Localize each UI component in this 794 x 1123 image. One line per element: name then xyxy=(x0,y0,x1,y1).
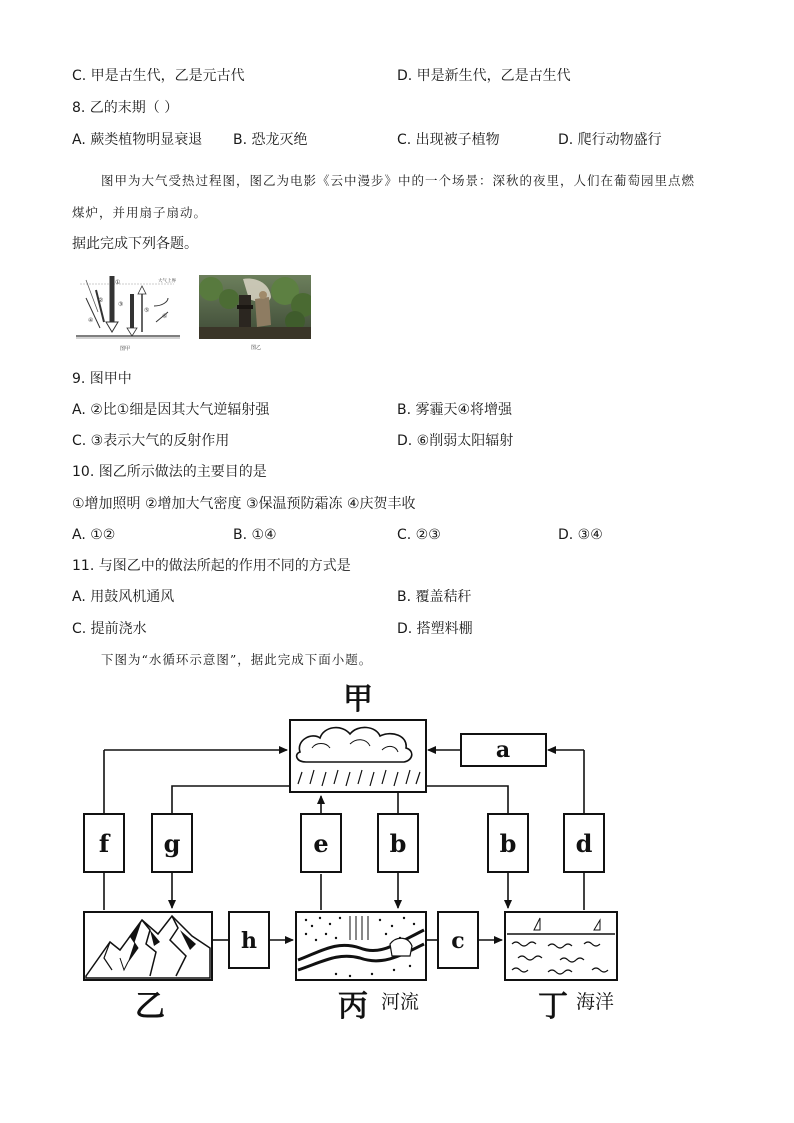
q10-stem: 10. 图乙所示做法的主要目的是 xyxy=(72,464,267,480)
q9-stem: 9. 图甲中 xyxy=(72,371,132,387)
fig1-num-5: ⑤ xyxy=(144,307,150,314)
intro1-line3: 据此完成下列各题。 xyxy=(72,236,198,252)
label-river: 河流 xyxy=(380,991,420,1013)
q8-option-d: D. 爬行动物盛行 xyxy=(558,132,662,148)
q11-option-b: B. 覆盖秸秆 xyxy=(397,589,472,605)
fig1-caption: 图甲 xyxy=(120,346,131,352)
fig1-num-6: ⑥ xyxy=(162,313,168,320)
q7-option-d: D. 甲是新生代，乙是古生代 xyxy=(397,68,571,84)
q9-option-b: B. 雾霾天④将增强 xyxy=(397,402,513,418)
q11-option-d: D. 搭塑料棚 xyxy=(397,621,473,637)
intro1-line1: 图甲为大气受热过程图，图乙为电影《云中漫步》中的一个场景：深秋的夜里，人们在葡萄园里点燃 xyxy=(101,173,696,188)
figure-jia-atmosphere xyxy=(76,272,182,352)
q9-option-c: C. ③表示大气的反射作用 xyxy=(72,433,230,449)
fig1-num-2: ② xyxy=(98,297,104,304)
box-g: g xyxy=(163,829,181,858)
q11-stem: 11. 与图乙中的做法所起的作用不同的方式是 xyxy=(72,558,351,574)
box-b-left: b xyxy=(389,829,407,858)
box-f: f xyxy=(98,829,110,858)
fig1-top-label: 大气上界 xyxy=(158,279,176,284)
mountain-image-yi xyxy=(84,912,212,980)
q10-option-b: B. ①④ xyxy=(233,527,277,543)
q7-option-c: C. 甲是古生代，乙是元古代 xyxy=(72,68,245,84)
q10-option-d: D. ③④ xyxy=(558,527,603,543)
cloud-box-jia xyxy=(290,720,426,792)
q8-option-a: A. 蕨类植物明显衰退 xyxy=(72,132,203,148)
water-cycle-diagram xyxy=(70,678,630,1028)
label-jia: 甲 xyxy=(343,682,373,717)
box-a: a xyxy=(495,737,511,763)
q9-option-a: A. ②比①细是因其大气逆辐射强 xyxy=(72,402,270,418)
q8-option-c: C. 出现被子植物 xyxy=(397,132,500,148)
label-bing: 丙 xyxy=(338,989,368,1024)
fig2-caption: 图乙 xyxy=(251,345,262,351)
fig1-num-4: ④ xyxy=(88,317,94,324)
label-ding: 丁 xyxy=(538,989,568,1024)
river-image-bing xyxy=(296,912,426,980)
label-ocean: 海洋 xyxy=(575,991,615,1013)
figure-yi-vineyard-photo xyxy=(199,275,311,353)
label-yi: 乙 xyxy=(135,989,165,1024)
q10-option-c: C. ②③ xyxy=(397,527,441,543)
intro2-line1: 下图为“水循环示意图”，据此完成下面小题。 xyxy=(101,652,373,667)
box-c: c xyxy=(451,928,465,954)
box-d: d xyxy=(575,829,593,858)
q9-option-d: D. ⑥削弱太阳辐射 xyxy=(397,433,514,449)
box-e: e xyxy=(313,829,329,858)
q11-option-c: C. 提前浇水 xyxy=(72,621,147,637)
q8-option-b: B. 恐龙灭绝 xyxy=(233,132,308,148)
q11-option-a: A. 用鼓风机通风 xyxy=(72,589,175,605)
q10-statements: ①增加照明 ②增加大气密度 ③保温预防霜冻 ④庆贺丰收 xyxy=(72,496,416,512)
intro1-line2: 煤炉，并用扇子扇动。 xyxy=(72,205,208,220)
fig1-num-1: ① xyxy=(115,279,121,286)
box-b-right: b xyxy=(499,829,517,858)
ocean-image-ding xyxy=(505,912,617,980)
box-h: h xyxy=(241,928,257,954)
q8-stem: 8. 乙的末期（ ） xyxy=(72,100,179,116)
fig1-num-3: ③ xyxy=(118,301,124,308)
q10-option-a: A. ①② xyxy=(72,527,116,543)
